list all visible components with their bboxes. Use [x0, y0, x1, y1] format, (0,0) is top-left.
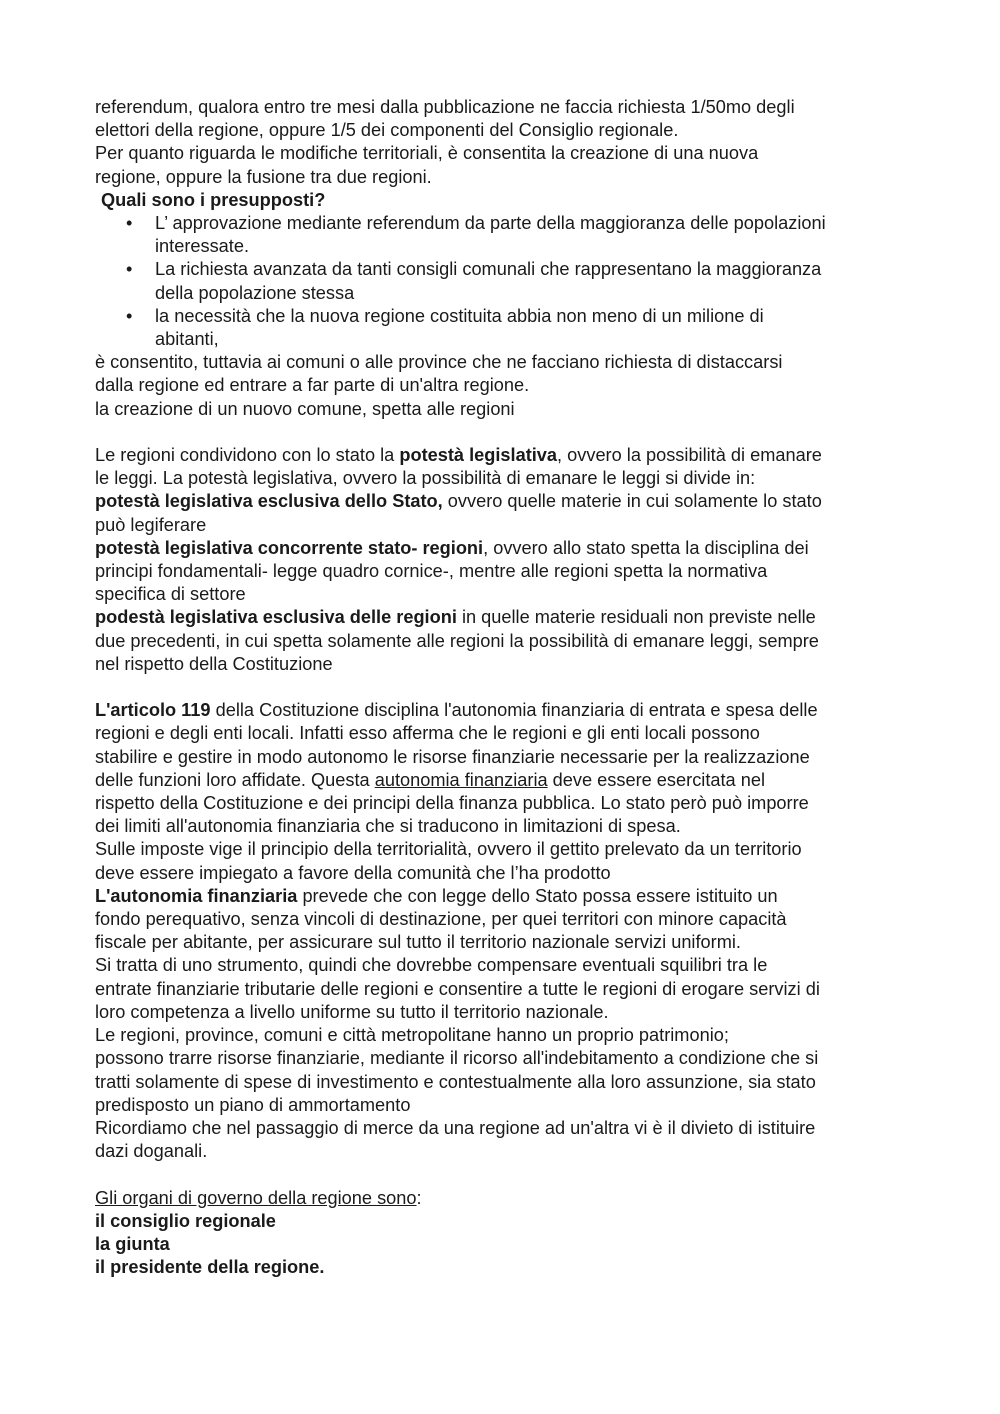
text-line: possono trarre risorse finanziarie, mediante il ricorso all'indebitamento a condizione che si — [95, 1048, 819, 1069]
underlined-term: autonomia finanziaria — [374, 769, 548, 790]
text-line: stabilire e gestire in modo autonomo le risorse finanziarie necessarie per la realizzazione — [95, 746, 810, 767]
text-line: predisposto un piano di ammortamento — [95, 1094, 411, 1115]
text-run: Le regioni condividono con lo stato la — [95, 445, 400, 466]
text-line: deve essere impiegato a favore della comunità che l’ha prodotto — [95, 862, 611, 883]
organ-item: il presidente della regione. — [95, 1257, 325, 1278]
text-line: interessate. — [155, 236, 250, 257]
list-item — [95, 258, 915, 304]
text-line — [95, 769, 915, 792]
text-line: è consentito, tuttavia ai comuni o alle province che ne facciano richiesta di distaccarsi — [95, 352, 783, 373]
text-line: le leggi. La potestà legislativa, ovvero la possibilità di emanare le leggi si divide in: — [95, 468, 756, 489]
bold-term: potestà legislativa — [399, 445, 558, 466]
text-line — [95, 699, 915, 722]
text-line: regione, oppure la fusione tra due regioni. — [95, 166, 432, 187]
text-line: loro competenza a livello uniforme su tutto il territorio nazionale. — [95, 1001, 609, 1022]
text-run: in quelle materie residuali non previste nelle — [456, 607, 816, 628]
text-line: dalla regione ed entrare a far parte di un'altra regione. — [95, 375, 530, 396]
text-line: • La richiesta avanzata da tanti consigli comunali che rappresentano la maggioranza — [155, 259, 822, 280]
text-line: fondo perequativo, senza vincoli di destinazione, per quei territori con minore capacità — [95, 909, 787, 930]
text-run: ovvero quelle materie in cui solamente lo stato — [442, 491, 822, 512]
text-line: tratti solamente di spese di investimento e contestualmente alla loro assunzione, sia stato — [95, 1071, 816, 1092]
text-line: Per quanto riguarda le modifiche territoriali, è consentita la creazione di una nuova — [95, 143, 759, 164]
text-line: rispetto della Costituzione e dei principi della finanza pubblica. Lo stato però può imporre — [95, 793, 809, 814]
text-line: specifica di settore — [95, 584, 246, 605]
underlined-term: Gli organi di governo della regione sono — [95, 1187, 417, 1208]
text-line: Sulle imposte vige il principio della territorialità, ovvero il gettito prelevato da un territorio — [95, 839, 802, 860]
text-run: : — [416, 1187, 422, 1208]
bullet-list — [95, 212, 915, 351]
text-run: della Costituzione disciplina l'autonomia finanziaria di entrata e spesa delle — [210, 700, 818, 721]
text-line: • la necessità che la nuova regione costituita abbia non meno di un milione di — [155, 305, 764, 326]
text-line: dazi doganali. — [95, 1141, 208, 1162]
text-run: delle funzioni loro affidate. Questa — [95, 769, 375, 790]
text-line: due precedenti, in cui spetta solamente alle regioni la possibilità di emanare leggi, sempre — [95, 630, 819, 651]
text-line: Ricordiamo che nel passaggio di merce da una regione ad un'altra vi è il divieto di istituire — [95, 1117, 816, 1138]
text-line: nel rispetto della Costituzione — [95, 653, 333, 674]
text-line: entrate finanziarie tributarie delle regioni e consentire a tutte le regioni di erogare servizi di — [95, 978, 820, 999]
text-line: elettori della regione, oppure 1/5 dei componenti del Consiglio regionale. — [95, 120, 679, 141]
text-line: principi fondamentali- legge quadro cornice-, mentre alle regioni spetta la normativa — [95, 561, 768, 582]
text-line: della popolazione stessa — [155, 282, 355, 303]
text-line: abitanti, — [155, 329, 219, 350]
text-run: deve essere esercitata nel — [547, 769, 765, 790]
paragraph-spacer — [95, 676, 915, 699]
text-line: dei limiti all'autonomia finanziaria che si traducono in limitazioni di spesa. — [95, 816, 681, 837]
list-item — [95, 305, 915, 351]
text-line: la creazione di un nuovo comune, spetta alle regioni — [95, 398, 515, 419]
text-line — [95, 606, 915, 629]
list-item — [95, 212, 915, 258]
text-line: • L’ approvazione mediante referendum da parte della maggioranza delle popolazioni — [155, 213, 826, 234]
section-heading: Quali sono i presupposti? — [101, 189, 326, 210]
text-line: può legiferare — [95, 514, 207, 535]
text-line — [95, 490, 915, 513]
bold-term: potestà legislativa esclusiva dello Stato, — [95, 491, 443, 512]
document-body — [95, 96, 915, 1279]
bold-term: podestà legislativa esclusiva delle regioni — [95, 607, 457, 628]
paragraph-spacer — [95, 1163, 915, 1186]
bold-term: L'autonomia finanziaria — [95, 885, 298, 906]
text-run: prevede che con legge dello Stato possa essere istituito un — [297, 885, 778, 906]
text-run: , ovvero allo stato spetta la disciplina dei — [483, 537, 809, 558]
text-run: , ovvero la possibilità di emanare — [557, 445, 822, 466]
bold-term: L'articolo 119 — [95, 700, 211, 721]
text-line: regioni e degli enti locali. Infatti esso afferma che le regioni e gli enti locali possono — [95, 723, 760, 744]
text-line: referendum, qualora entro tre mesi dalla pubblicazione ne faccia richiesta 1/50mo degli — [95, 97, 795, 117]
text-line — [95, 885, 915, 908]
text-line: Si tratta di uno strumento, quindi che dovrebbe compensare eventuali squilibri tra le — [95, 955, 768, 976]
organ-item: il consiglio regionale — [95, 1210, 276, 1231]
text-line: fiscale per abitante, per assicurare sul tutto il territorio nazionale servizi uniformi. — [95, 932, 741, 953]
organ-item: la giunta — [95, 1233, 170, 1254]
text-line: Le regioni, province, comuni e città metropolitane hanno un proprio patrimonio; — [95, 1025, 729, 1046]
organs-heading — [95, 1187, 915, 1210]
text-line — [95, 444, 915, 467]
paragraph-spacer — [95, 421, 915, 444]
bold-term: potestà legislativa concorrente stato- regioni — [95, 537, 484, 558]
text-line — [95, 537, 915, 560]
